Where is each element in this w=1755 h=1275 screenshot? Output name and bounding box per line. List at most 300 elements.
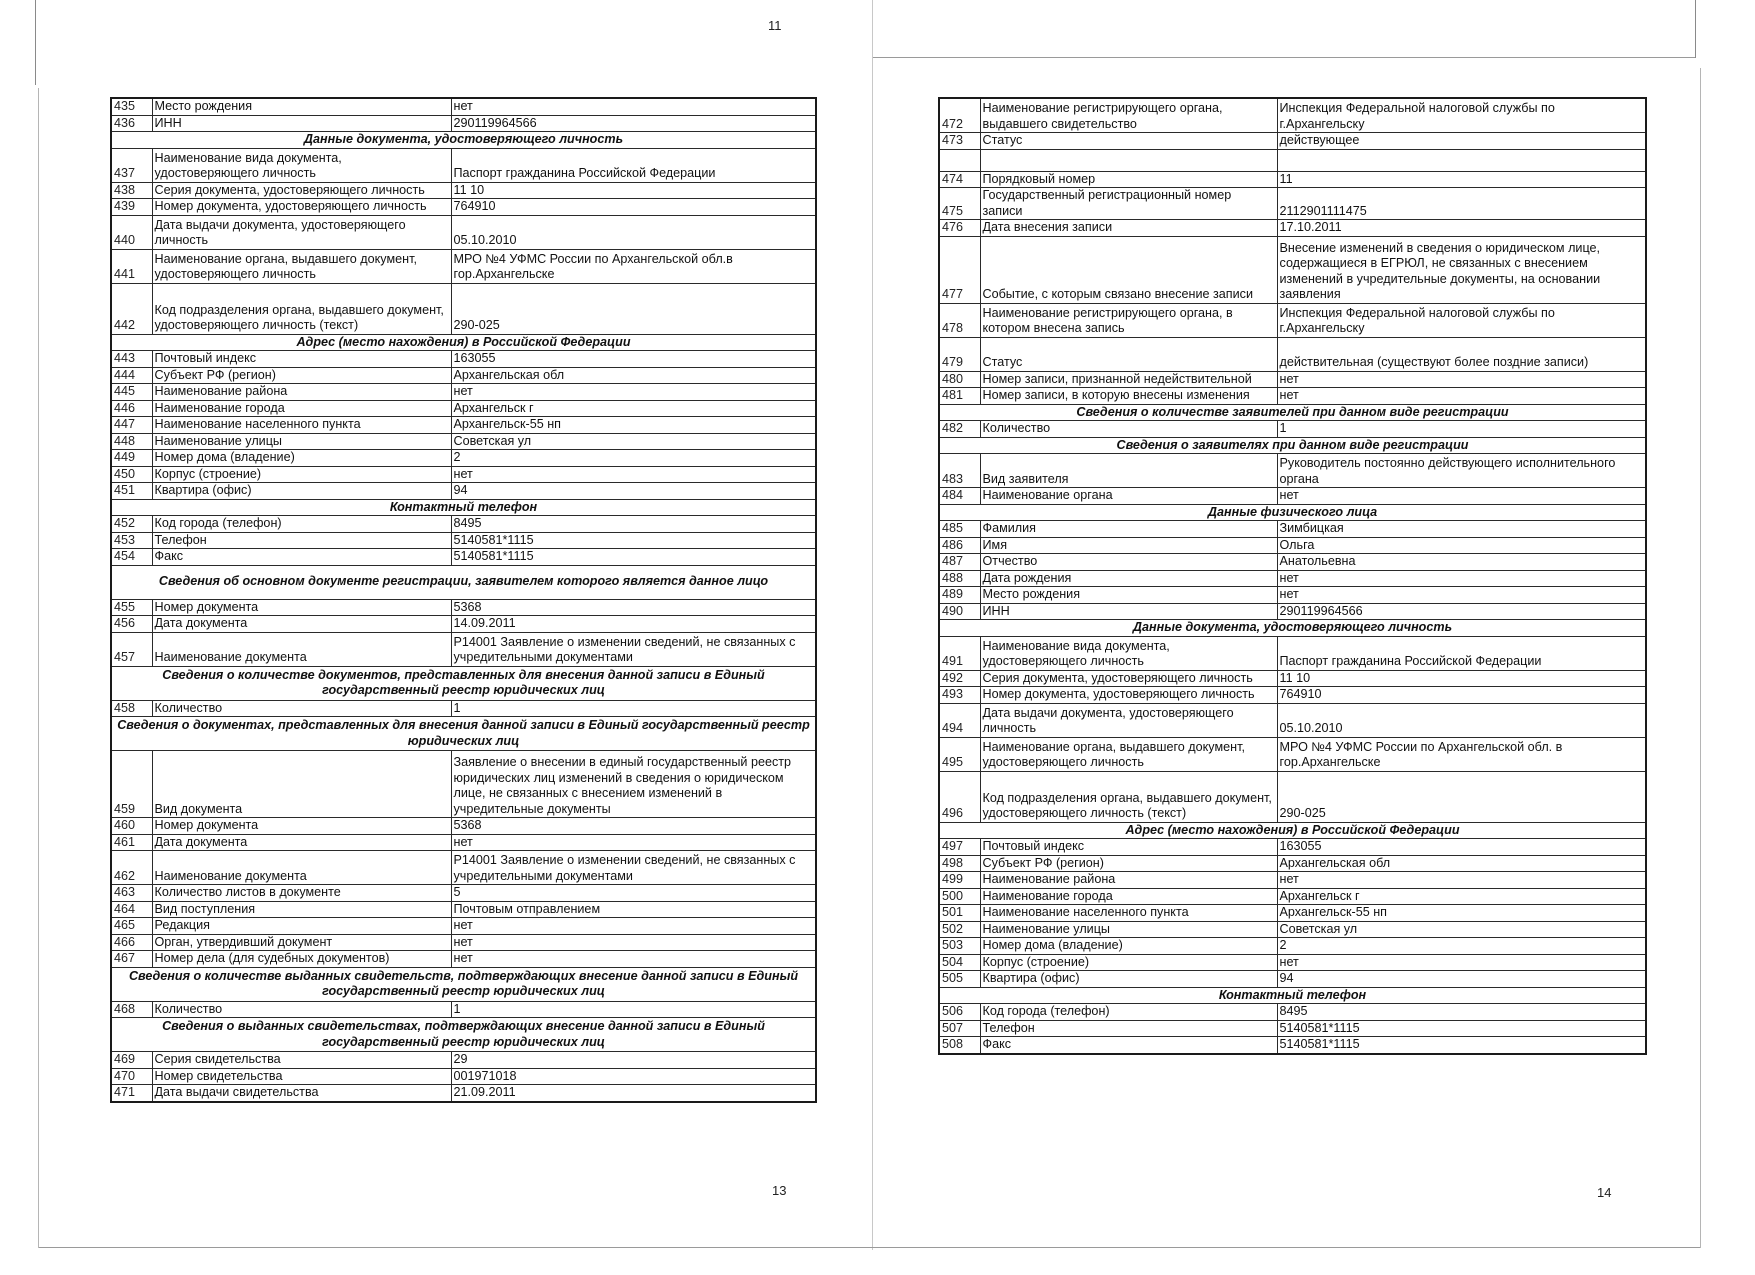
field-value-cell: 5 [451,885,816,902]
field-value-cell: Советская ул [1277,921,1646,938]
field-value-cell: Инспекция Федеральной налоговой службы по г.Архангельску [1277,303,1646,337]
row-number-cell: 449 [111,450,152,467]
field-label-cell: Дата выдачи документа, удостоверяющего личность [152,215,451,249]
blank-cell [1277,149,1646,171]
field-label-cell: Наименование регистрирующего органа, в котором внесена запись [980,303,1277,337]
field-label-cell: Дата рождения [980,570,1277,587]
table-row [111,384,816,401]
table-row [111,483,816,500]
table-row [939,971,1646,988]
field-value-cell: Архангельская обл [1277,855,1646,872]
field-value-cell: действительная (существуют более поздние записи) [1277,337,1646,371]
field-label-cell: Телефон [152,532,451,549]
row-number-cell: 483 [939,454,980,488]
field-value-cell: 163055 [1277,839,1646,856]
field-value-cell: нет [1277,488,1646,505]
row-number-cell: 492 [939,670,980,687]
row-number-cell: 469 [111,1052,152,1069]
field-label-cell: Наименование населенного пункта [980,905,1277,922]
row-number-cell: 508 [939,1037,980,1054]
field-label-cell: Наименование вида документа, удостоверяющего личность [152,148,451,182]
scan-top-edge-right [873,57,1695,58]
row-number-cell: 479 [939,337,980,371]
right-registry-table [938,97,1647,1055]
field-label-cell: Дата выдачи свидетельства [152,1085,451,1102]
field-value-cell: Архангельская обл [451,367,816,384]
field-value-cell: нет [451,98,816,115]
field-value-cell: 001971018 [451,1068,816,1085]
field-value-cell: 2112901111475 [1277,188,1646,220]
row-number-cell: 488 [939,570,980,587]
page-number-right: 14 [1597,1185,1612,1200]
field-label-cell: ИНН [980,603,1277,620]
field-label-cell: Номер записи, в которую внесены изменения [980,388,1277,405]
table-row [939,554,1646,571]
field-label-cell: Субъект РФ (регион) [980,855,1277,872]
field-value-cell: нет [1277,872,1646,889]
table-row [111,98,816,115]
row-number-cell: 440 [111,215,152,249]
field-value-cell: Р14001 Заявление о изменении сведений, не связанных с учредительными документами [451,632,816,666]
row-number-cell: 448 [111,433,152,450]
field-label-cell: Серия документа, удостоверяющего личность [980,670,1277,687]
row-number-cell: 503 [939,938,980,955]
section-header-row [111,967,816,1001]
table-row [111,466,816,483]
table-row [111,885,816,902]
section-header-row [939,620,1646,637]
field-value-cell: нет [451,384,816,401]
row-number-cell: 480 [939,371,980,388]
field-label-cell: Код города (телефон) [980,1004,1277,1021]
row-number-cell: 460 [111,818,152,835]
page-number-left: 13 [772,1183,787,1198]
field-label-cell: Наименование города [980,888,1277,905]
field-label-cell: Код подразделения органа, выдавшего документ, удостоверяющего личность (текст) [980,771,1277,822]
field-label-cell: Телефон [980,1020,1277,1037]
field-label-cell: Наименование документа [152,632,451,666]
row-number-cell: 445 [111,384,152,401]
field-label-cell: Корпус (строение) [980,954,1277,971]
field-label-cell: Наименование населенного пункта [152,417,451,434]
row-number-cell: 477 [939,236,980,303]
table-row [111,199,816,216]
table-row [939,537,1646,554]
field-value-cell: 29 [451,1052,816,1069]
field-value-cell: 8495 [1277,1004,1646,1021]
row-number-cell: 435 [111,98,152,115]
field-value-cell: 764910 [451,199,816,216]
field-label-cell: Наименование улицы [980,921,1277,938]
field-label-cell: Наименование района [152,384,451,401]
table-row [111,351,816,368]
field-value-cell: 94 [451,483,816,500]
field-value-cell: Почтовым отправлением [451,901,816,918]
field-label-cell: Квартира (офис) [152,483,451,500]
field-label-cell: Количество листов в документе [152,885,451,902]
row-number-cell: 499 [939,872,980,889]
row-number-cell: 493 [939,687,980,704]
row-number-cell: 498 [939,855,980,872]
field-value-cell: Зимбицкая [1277,521,1646,538]
table-row [111,934,816,951]
table-row [939,570,1646,587]
table-row [939,488,1646,505]
table-row [939,220,1646,237]
table-row [111,616,816,633]
field-label-cell: Статус [980,133,1277,150]
field-label-cell: Корпус (строение) [152,466,451,483]
field-value-cell: Архангельск г [451,400,816,417]
blank-row [939,149,1646,171]
field-value-cell: 764910 [1277,687,1646,704]
scan-bottom-edge [38,1247,1700,1248]
row-number-cell: 468 [111,1001,152,1018]
row-number-cell: 487 [939,554,980,571]
section-header-row [111,499,816,516]
field-label-cell: Место рождения [980,587,1277,604]
field-label-cell: Государственный регистрационный номер записи [980,188,1277,220]
field-label-cell: Наименование документа [152,851,451,885]
field-label-cell: Наименование города [152,400,451,417]
row-number-cell: 485 [939,521,980,538]
field-label-cell: Вид документа [152,751,451,818]
row-number-cell: 507 [939,1020,980,1037]
field-value-cell: 5140581*1115 [451,549,816,566]
table-row [111,215,816,249]
table-row [111,1068,816,1085]
field-label-cell: Номер свидетельства [152,1068,451,1085]
table-row [939,938,1646,955]
field-value-cell: 14.09.2011 [451,616,816,633]
row-number-cell: 456 [111,616,152,633]
row-number-cell: 457 [111,632,152,666]
field-value-cell: 290-025 [451,283,816,334]
field-label-cell: Наименование вида документа, удостоверяющего личность [980,636,1277,670]
row-number-cell: 438 [111,182,152,199]
row-number-cell: 500 [939,888,980,905]
field-value-cell: Паспорт гражданина Российской Федерации [451,148,816,182]
row-number-cell: 486 [939,537,980,554]
field-label-cell: Номер документа, удостоверяющего личность [152,199,451,216]
section-title: Контактный телефон [111,499,816,516]
row-number-cell: 459 [111,751,152,818]
field-label-cell: Дата документа [152,616,451,633]
field-value-cell: Ольга [1277,537,1646,554]
table-row [111,433,816,450]
field-value-cell: нет [1277,371,1646,388]
field-value-cell: Р14001 Заявление о изменении сведений, не связанных с учредительными документами [451,851,816,885]
row-number-cell: 461 [111,834,152,851]
section-header-row [939,504,1646,521]
field-value-cell: МРО №4 УФМС России по Архангельской обл. в гор.Архангельске [1277,737,1646,771]
table-row [939,855,1646,872]
scan-top-edge-left [35,0,36,85]
field-value-cell: 5140581*1115 [1277,1020,1646,1037]
table-row [111,901,816,918]
field-value-cell: 290119964566 [1277,603,1646,620]
field-label-cell: Серия документа, удостоверяющего личность [152,182,451,199]
field-label-cell: Наименование улицы [152,433,451,450]
field-label-cell: Номер документа [152,818,451,835]
row-number-cell: 501 [939,905,980,922]
row-number-cell: 463 [111,885,152,902]
field-label-cell: Порядковый номер [980,171,1277,188]
row-number-cell: 464 [111,901,152,918]
field-value-cell: нет [451,951,816,968]
blank-cell [939,149,980,171]
row-number-cell: 491 [939,636,980,670]
field-value-cell: 290119964566 [451,115,816,132]
field-value-cell: нет [451,918,816,935]
field-label-cell: Редакция [152,918,451,935]
row-number-cell: 443 [111,351,152,368]
field-value-cell: 5140581*1115 [451,532,816,549]
field-label-cell: Наименование района [980,872,1277,889]
row-number-cell: 489 [939,587,980,604]
field-value-cell: 5368 [451,818,816,835]
field-label-cell: Событие, с которым связано внесение записи [980,236,1277,303]
table-row [111,367,816,384]
section-title: Данные документа, удостоверяющего личность [939,620,1646,637]
table-row [111,516,816,533]
field-label-cell: Место рождения [152,98,451,115]
table-row [939,737,1646,771]
field-value-cell: нет [451,466,816,483]
table-row [111,751,816,818]
table-row [111,700,816,717]
row-number-cell: 484 [939,488,980,505]
row-number-cell: 450 [111,466,152,483]
field-value-cell: нет [451,834,816,851]
row-number-cell: 446 [111,400,152,417]
table-row [111,851,816,885]
row-number-cell: 475 [939,188,980,220]
table-row [939,1020,1646,1037]
table-row [939,421,1646,438]
row-number-cell: 465 [111,918,152,935]
row-number-cell: 490 [939,603,980,620]
field-label-cell: Факс [152,549,451,566]
field-value-cell: 11 10 [451,182,816,199]
row-number-cell: 467 [111,951,152,968]
row-number-cell: 476 [939,220,980,237]
field-label-cell: Факс [980,1037,1277,1054]
field-value-cell: Анатольевна [1277,554,1646,571]
row-number-cell: 497 [939,839,980,856]
field-label-cell: Количество [152,1001,451,1018]
field-value-cell: 11 10 [1277,670,1646,687]
table-row [939,603,1646,620]
section-title: Адрес (место нахождения) в Российской Федерации [111,334,816,351]
table-row [111,549,816,566]
field-value-cell: 8495 [451,516,816,533]
row-number-cell: 472 [939,98,980,133]
table-row [939,771,1646,822]
row-number-cell: 504 [939,954,980,971]
row-number-cell: 502 [939,921,980,938]
field-label-cell: Субъект РФ (регион) [152,367,451,384]
field-label-cell: Дата внесения записи [980,220,1277,237]
table-row [939,703,1646,737]
section-title: Сведения об основном документе регистрации, заявителем которого является данное лицо [111,565,816,599]
section-header-row [111,1018,816,1052]
field-value-cell: Советская ул [451,433,816,450]
row-number-cell: 437 [111,148,152,182]
table-row [939,371,1646,388]
table-row [939,98,1646,133]
table-row [939,1037,1646,1054]
table-row [111,249,816,283]
table-row [111,1052,816,1069]
section-title: Данные документа, удостоверяющего личность [111,132,816,149]
table-row [939,133,1646,150]
row-number-cell: 482 [939,421,980,438]
section-title: Сведения о количестве выданных свидетельств, подтверждающих внесение данной записи в Единый государственный реестр юридических лиц [111,967,816,1001]
row-number-cell: 458 [111,700,152,717]
section-title: Сведения о количестве заявителей при данном виде регистрации [939,404,1646,421]
table-row [111,632,816,666]
table-row [111,400,816,417]
field-label-cell: Почтовый индекс [152,351,451,368]
field-value-cell: действующее [1277,133,1646,150]
table-row [939,337,1646,371]
field-label-cell: Почтовый индекс [980,839,1277,856]
scan-fold-line [872,0,873,1250]
row-number-cell: 455 [111,599,152,616]
table-row [111,148,816,182]
section-title: Сведения о заявителях при данном виде регистрации [939,437,1646,454]
field-label-cell: Номер дела (для судебных документов) [152,951,451,968]
table-row [111,834,816,851]
row-number-cell: 436 [111,115,152,132]
row-number-cell: 494 [939,703,980,737]
field-label-cell: Вид заявителя [980,454,1277,488]
table-row [939,521,1646,538]
table-row [111,1001,816,1018]
table-row [939,888,1646,905]
table-row [111,599,816,616]
table-row [111,283,816,334]
field-value-cell: 1 [1277,421,1646,438]
field-value-cell: 2 [451,450,816,467]
table-row [939,587,1646,604]
row-number-cell: 506 [939,1004,980,1021]
field-value-cell: Заявление о внесении в единый государственный реестр юридических лиц изменений в сведения о юридическом лице, не связанных с внесением изменений в учредительные документы [451,751,816,818]
section-header-row [939,987,1646,1004]
table-row [939,303,1646,337]
field-value-cell: Руководитель постоянно действующего исполнительного органа [1277,454,1646,488]
field-label-cell: Орган, утвердивший документ [152,934,451,951]
table-row [111,532,816,549]
section-title: Контактный телефон [939,987,1646,1004]
field-label-cell: Номер дома (владение) [152,450,451,467]
row-number-cell: 442 [111,283,152,334]
row-number-cell: 471 [111,1085,152,1102]
table-row [939,171,1646,188]
field-label-cell: Серия свидетельства [152,1052,451,1069]
field-label-cell: Наименование регистрирующего органа, выдавшего свидетельство [980,98,1277,133]
row-number-cell: 439 [111,199,152,216]
field-label-cell: Код города (телефон) [152,516,451,533]
field-value-cell: 5140581*1115 [1277,1037,1646,1054]
section-title: Данные физического лица [939,504,1646,521]
page-number-top: 11 [768,18,782,33]
field-label-cell: Фамилия [980,521,1277,538]
field-label-cell: Код подразделения органа, выдавшего документ, удостоверяющего личность (текст) [152,283,451,334]
field-label-cell: Дата документа [152,834,451,851]
field-label-cell: Дата выдачи документа, удостоверяющего личность [980,703,1277,737]
section-title: Сведения о количестве документов, представленных для внесения данной записи в Единый государственный реестр юридических лиц [111,666,816,700]
row-number-cell: 473 [939,133,980,150]
field-value-cell: Паспорт гражданина Российской Федерации [1277,636,1646,670]
field-value-cell: нет [1277,587,1646,604]
field-value-cell: нет [451,934,816,951]
row-number-cell: 454 [111,549,152,566]
table-row [111,951,816,968]
table-row [111,417,816,434]
section-header-row [111,717,816,751]
row-number-cell: 495 [939,737,980,771]
table-row [111,1085,816,1102]
field-label-cell: Вид поступления [152,901,451,918]
scan-right-edge-lower [1700,68,1701,1248]
row-number-cell: 505 [939,971,980,988]
field-value-cell: 21.09.2011 [451,1085,816,1102]
row-number-cell: 462 [111,851,152,885]
table-row [939,636,1646,670]
section-title: Сведения о документах, представленных для внесения данной записи в Единый государственный реестр юридических лиц [111,717,816,751]
field-value-cell: 163055 [451,351,816,368]
table-row [939,670,1646,687]
row-number-cell: 444 [111,367,152,384]
table-row [939,388,1646,405]
section-header-row [111,666,816,700]
row-number-cell: 474 [939,171,980,188]
section-header-row [939,437,1646,454]
field-label-cell: Номер дома (владение) [980,938,1277,955]
table-row [939,1004,1646,1021]
section-title: Адрес (место нахождения) в Российской Федерации [939,822,1646,839]
table-row [939,921,1646,938]
scan-right-edge [1695,0,1696,58]
field-value-cell: Внесение изменений в сведения о юридическом лице, содержащиеся в ЕГРЮЛ, не связанных с внесением изменений в учредительные документы, на основании заявления [1277,236,1646,303]
table-row [111,450,816,467]
table-row [939,872,1646,889]
field-value-cell: нет [1277,954,1646,971]
field-value-cell: 17.10.2011 [1277,220,1646,237]
field-label-cell: Номер документа, удостоверяющего личность [980,687,1277,704]
section-header-row [111,334,816,351]
field-value-cell: Инспекция Федеральной налоговой службы по г.Архангельску [1277,98,1646,133]
table-row [939,954,1646,971]
table-row [939,236,1646,303]
section-header-row [111,132,816,149]
row-number-cell: 447 [111,417,152,434]
row-number-cell: 453 [111,532,152,549]
table-row [111,818,816,835]
field-value-cell: нет [1277,388,1646,405]
table-row [111,182,816,199]
field-value-cell: МРО №4 УФМС России по Архангельской обл.в гор.Архангельске [451,249,816,283]
field-label-cell: Количество [152,700,451,717]
left-registry-table [110,97,817,1103]
table-row [939,188,1646,220]
field-label-cell: Наименование органа [980,488,1277,505]
section-header-row [939,822,1646,839]
blank-cell [980,149,1277,171]
section-header-row [111,565,816,599]
